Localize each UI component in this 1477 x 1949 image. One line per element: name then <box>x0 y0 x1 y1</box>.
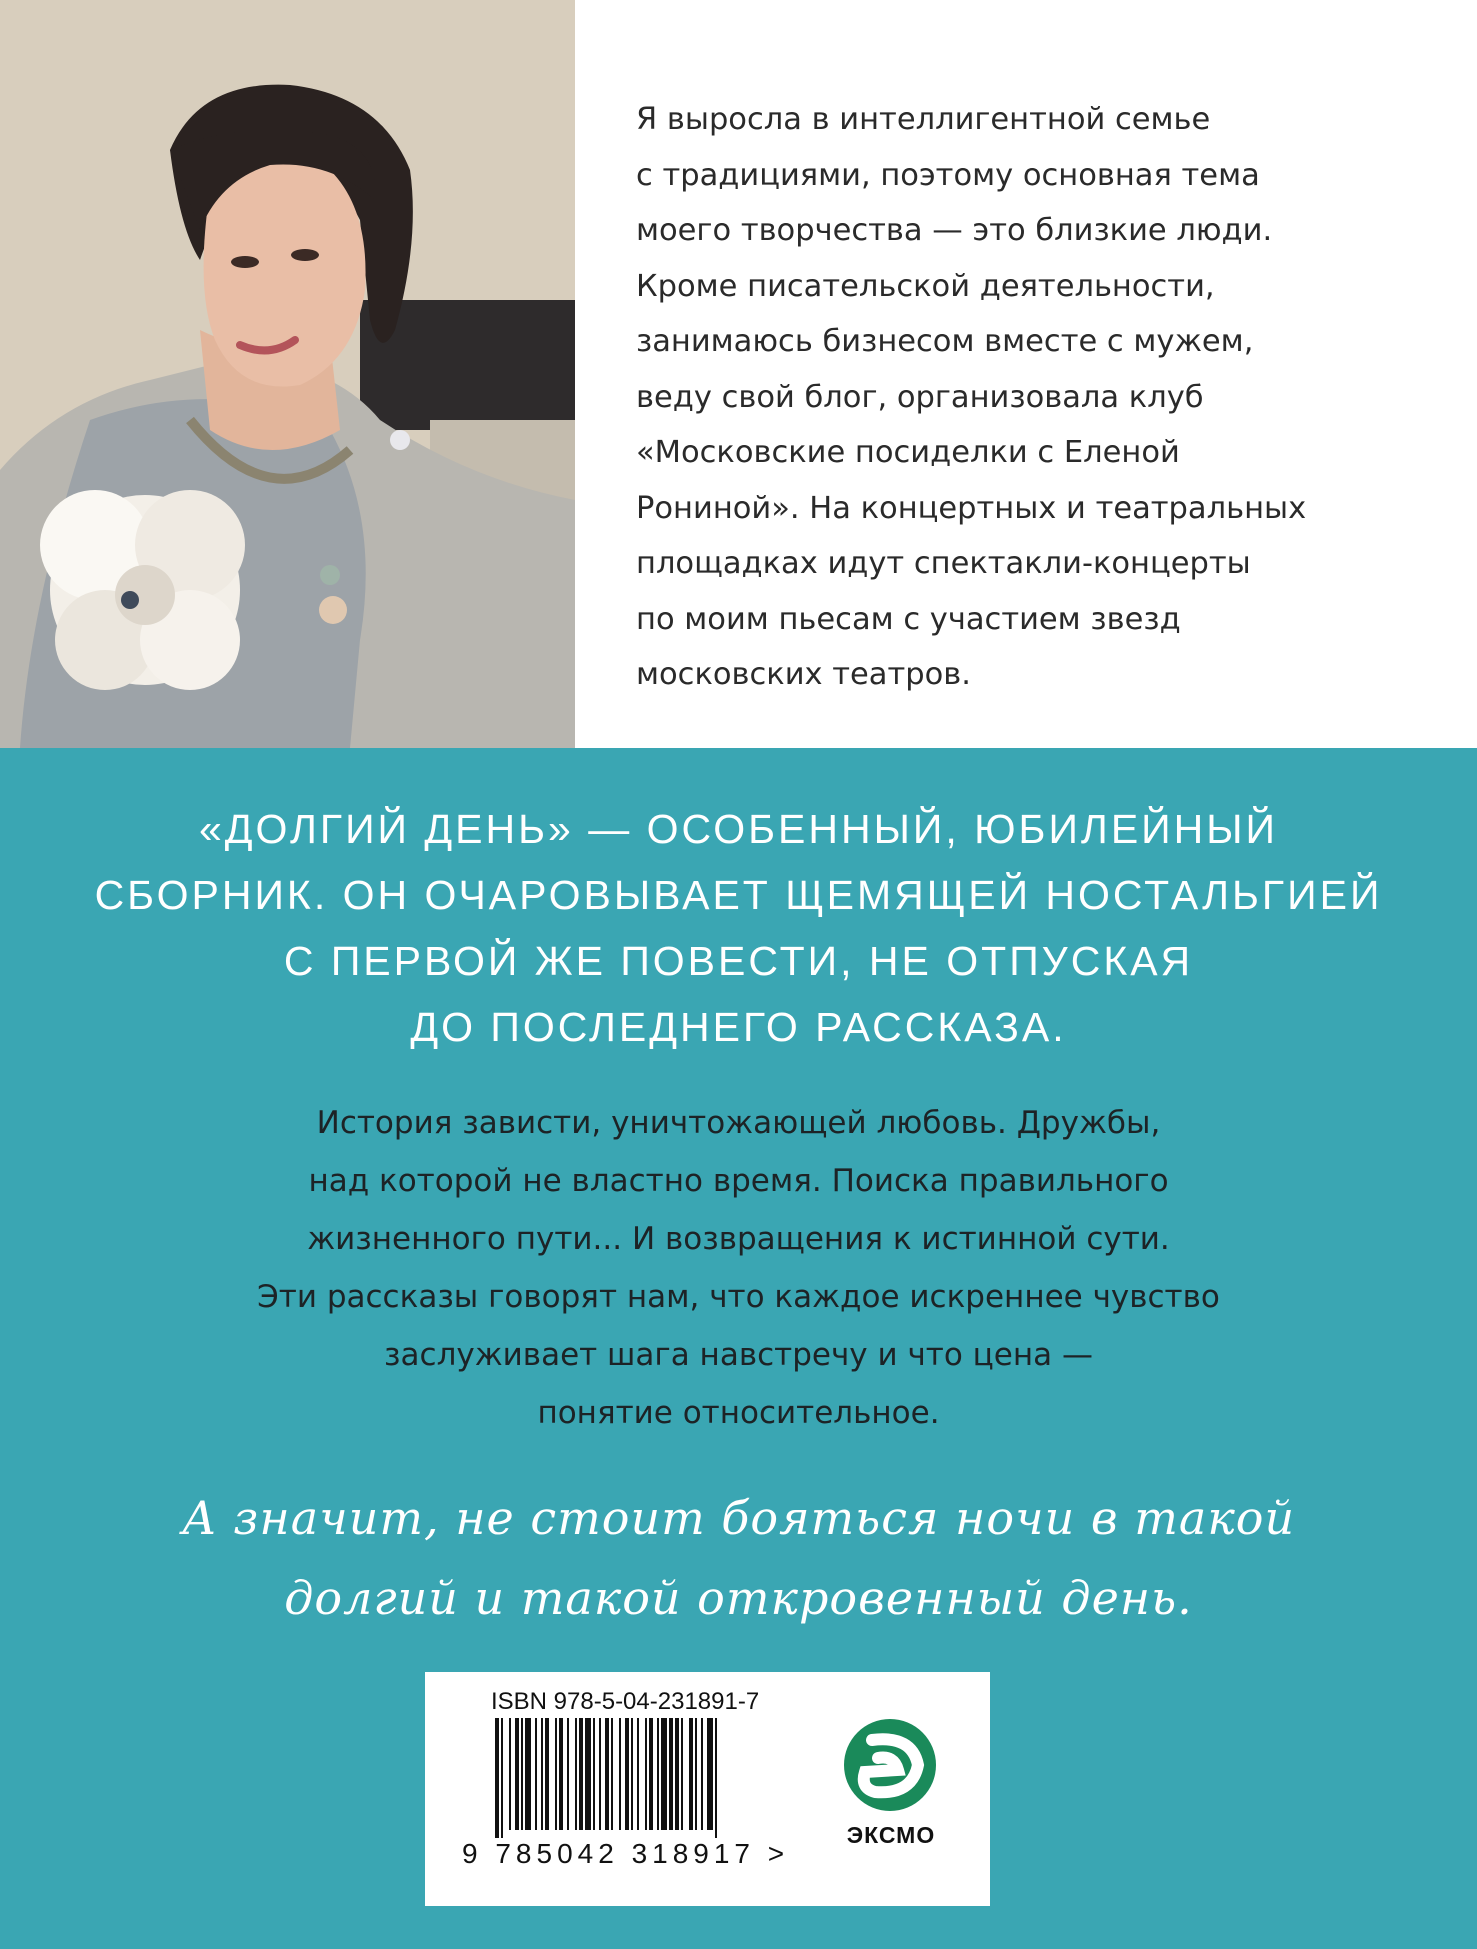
isbn-label: ISBN 978-5-04-231891-7 <box>491 1688 760 1715</box>
bio-line: Рониной». На концертных и театральных <box>636 490 1307 526</box>
barcode-image <box>491 1718 791 1838</box>
barcode-bar <box>631 1718 633 1830</box>
barcode-bar <box>567 1718 569 1830</box>
barcode-bar <box>593 1718 595 1830</box>
quote-line: долгий и такой откровенный день. <box>284 1571 1193 1625</box>
blurb-line: ДО ПОСЛЕДНЕГО РАССКАЗА. <box>410 1004 1067 1050</box>
barcode-bar <box>611 1718 613 1830</box>
barcode-bar <box>509 1718 511 1830</box>
barcode-bar <box>681 1718 683 1830</box>
bio-line: занимаюсь бизнесом вместе с мужем, <box>636 324 1254 359</box>
barcode-bar <box>501 1718 503 1838</box>
barcode-bar <box>661 1718 667 1830</box>
publisher-name: ЭКСМО <box>846 1822 936 1848</box>
barcode-bar <box>625 1718 629 1830</box>
description-line: заслуживает шага навстречу и что цена — <box>384 1337 1093 1373</box>
author-bio <box>636 92 1436 703</box>
barcode-bar <box>535 1718 537 1830</box>
bio-line: московских театров. <box>636 657 971 692</box>
barcode-bar <box>689 1718 693 1830</box>
bio-line: площадках идут спектакли-концерты <box>636 546 1251 581</box>
blurb-line: СБОРНИК. ОН ОЧАРОВЫВАЕТ ЩЕМЯЩЕЙ НОСТАЛЬГИЕЙ <box>94 872 1383 918</box>
barcode-bar <box>701 1718 703 1830</box>
barcode-bar <box>715 1718 717 1838</box>
bio-line: по моим пьесам с участием звезд <box>636 601 1181 637</box>
barcode-bar <box>657 1718 659 1830</box>
bio-line: моего творчества — это близкие люди. <box>636 213 1273 248</box>
eksmo-logo-icon <box>820 1710 960 1820</box>
bio-line: веду свой блог, организовала клуб <box>636 379 1204 415</box>
book-title: «ДОЛГИЙ ДЕНЬ» <box>198 806 574 852</box>
barcode-bar <box>669 1718 673 1830</box>
barcode-bar <box>585 1718 591 1830</box>
blurb-line-rest: — ОСОБЕННЫЙ, ЮБИЛЕЙНЫЙ <box>573 806 1279 852</box>
barcode-panel <box>425 1672 990 1906</box>
description-line: Эти рассказы говорят нам, что каждое искреннее чувство <box>257 1279 1220 1315</box>
barcode-bar <box>575 1718 577 1830</box>
book-description <box>0 1094 1477 1442</box>
barcode-bar <box>525 1718 531 1830</box>
blurb-line <box>0 796 1477 862</box>
description-line: над которой не властно время. Поиска правильного <box>308 1163 1169 1199</box>
barcode-bar <box>579 1718 583 1830</box>
bio-line: Я выросла в интеллигентной семье <box>636 102 1211 137</box>
barcode-bar <box>515 1718 519 1830</box>
barcode-bar <box>521 1718 523 1830</box>
barcode-bar <box>619 1718 621 1830</box>
barcode-bar <box>555 1718 557 1830</box>
barcode-bar <box>559 1718 563 1830</box>
barcode-bar <box>545 1718 549 1830</box>
barcode-bar <box>695 1718 697 1830</box>
book-blurb <box>0 796 1477 1060</box>
barcode-bar <box>637 1718 639 1830</box>
description-line: История зависти, уничтожающей любовь. Дружбы, <box>316 1105 1161 1141</box>
barcode-digits: 9 785042 318917 > <box>462 1838 790 1869</box>
description-line: понятие относительное. <box>537 1395 940 1431</box>
blurb-line: С ПЕРВОЙ ЖЕ ПОВЕСТИ, НЕ ОТПУСКАЯ <box>283 938 1194 984</box>
barcode-bar <box>649 1718 653 1830</box>
bio-line: с традициями, поэтому основная тема <box>636 157 1260 193</box>
barcode-bar <box>645 1718 647 1830</box>
bio-line: «Московские посиделки с Еленой <box>636 435 1180 470</box>
barcode-bar <box>675 1718 679 1830</box>
barcode-bar <box>599 1718 601 1830</box>
barcode-bar <box>541 1718 543 1830</box>
bio-line: Кроме писательской деятельности, <box>636 268 1215 304</box>
author-section <box>0 0 1477 748</box>
quote-line: А значит, не стоит бояться ночи в такой <box>181 1491 1296 1545</box>
barcode-bar <box>495 1718 499 1838</box>
description-line: жизненного пути... И возвращения к истинной сути. <box>307 1221 1170 1257</box>
script-quote <box>0 1478 1477 1638</box>
author-portrait <box>0 0 575 748</box>
barcode-bar <box>707 1718 713 1830</box>
author-photo <box>0 0 575 748</box>
barcode-bar <box>605 1718 609 1830</box>
